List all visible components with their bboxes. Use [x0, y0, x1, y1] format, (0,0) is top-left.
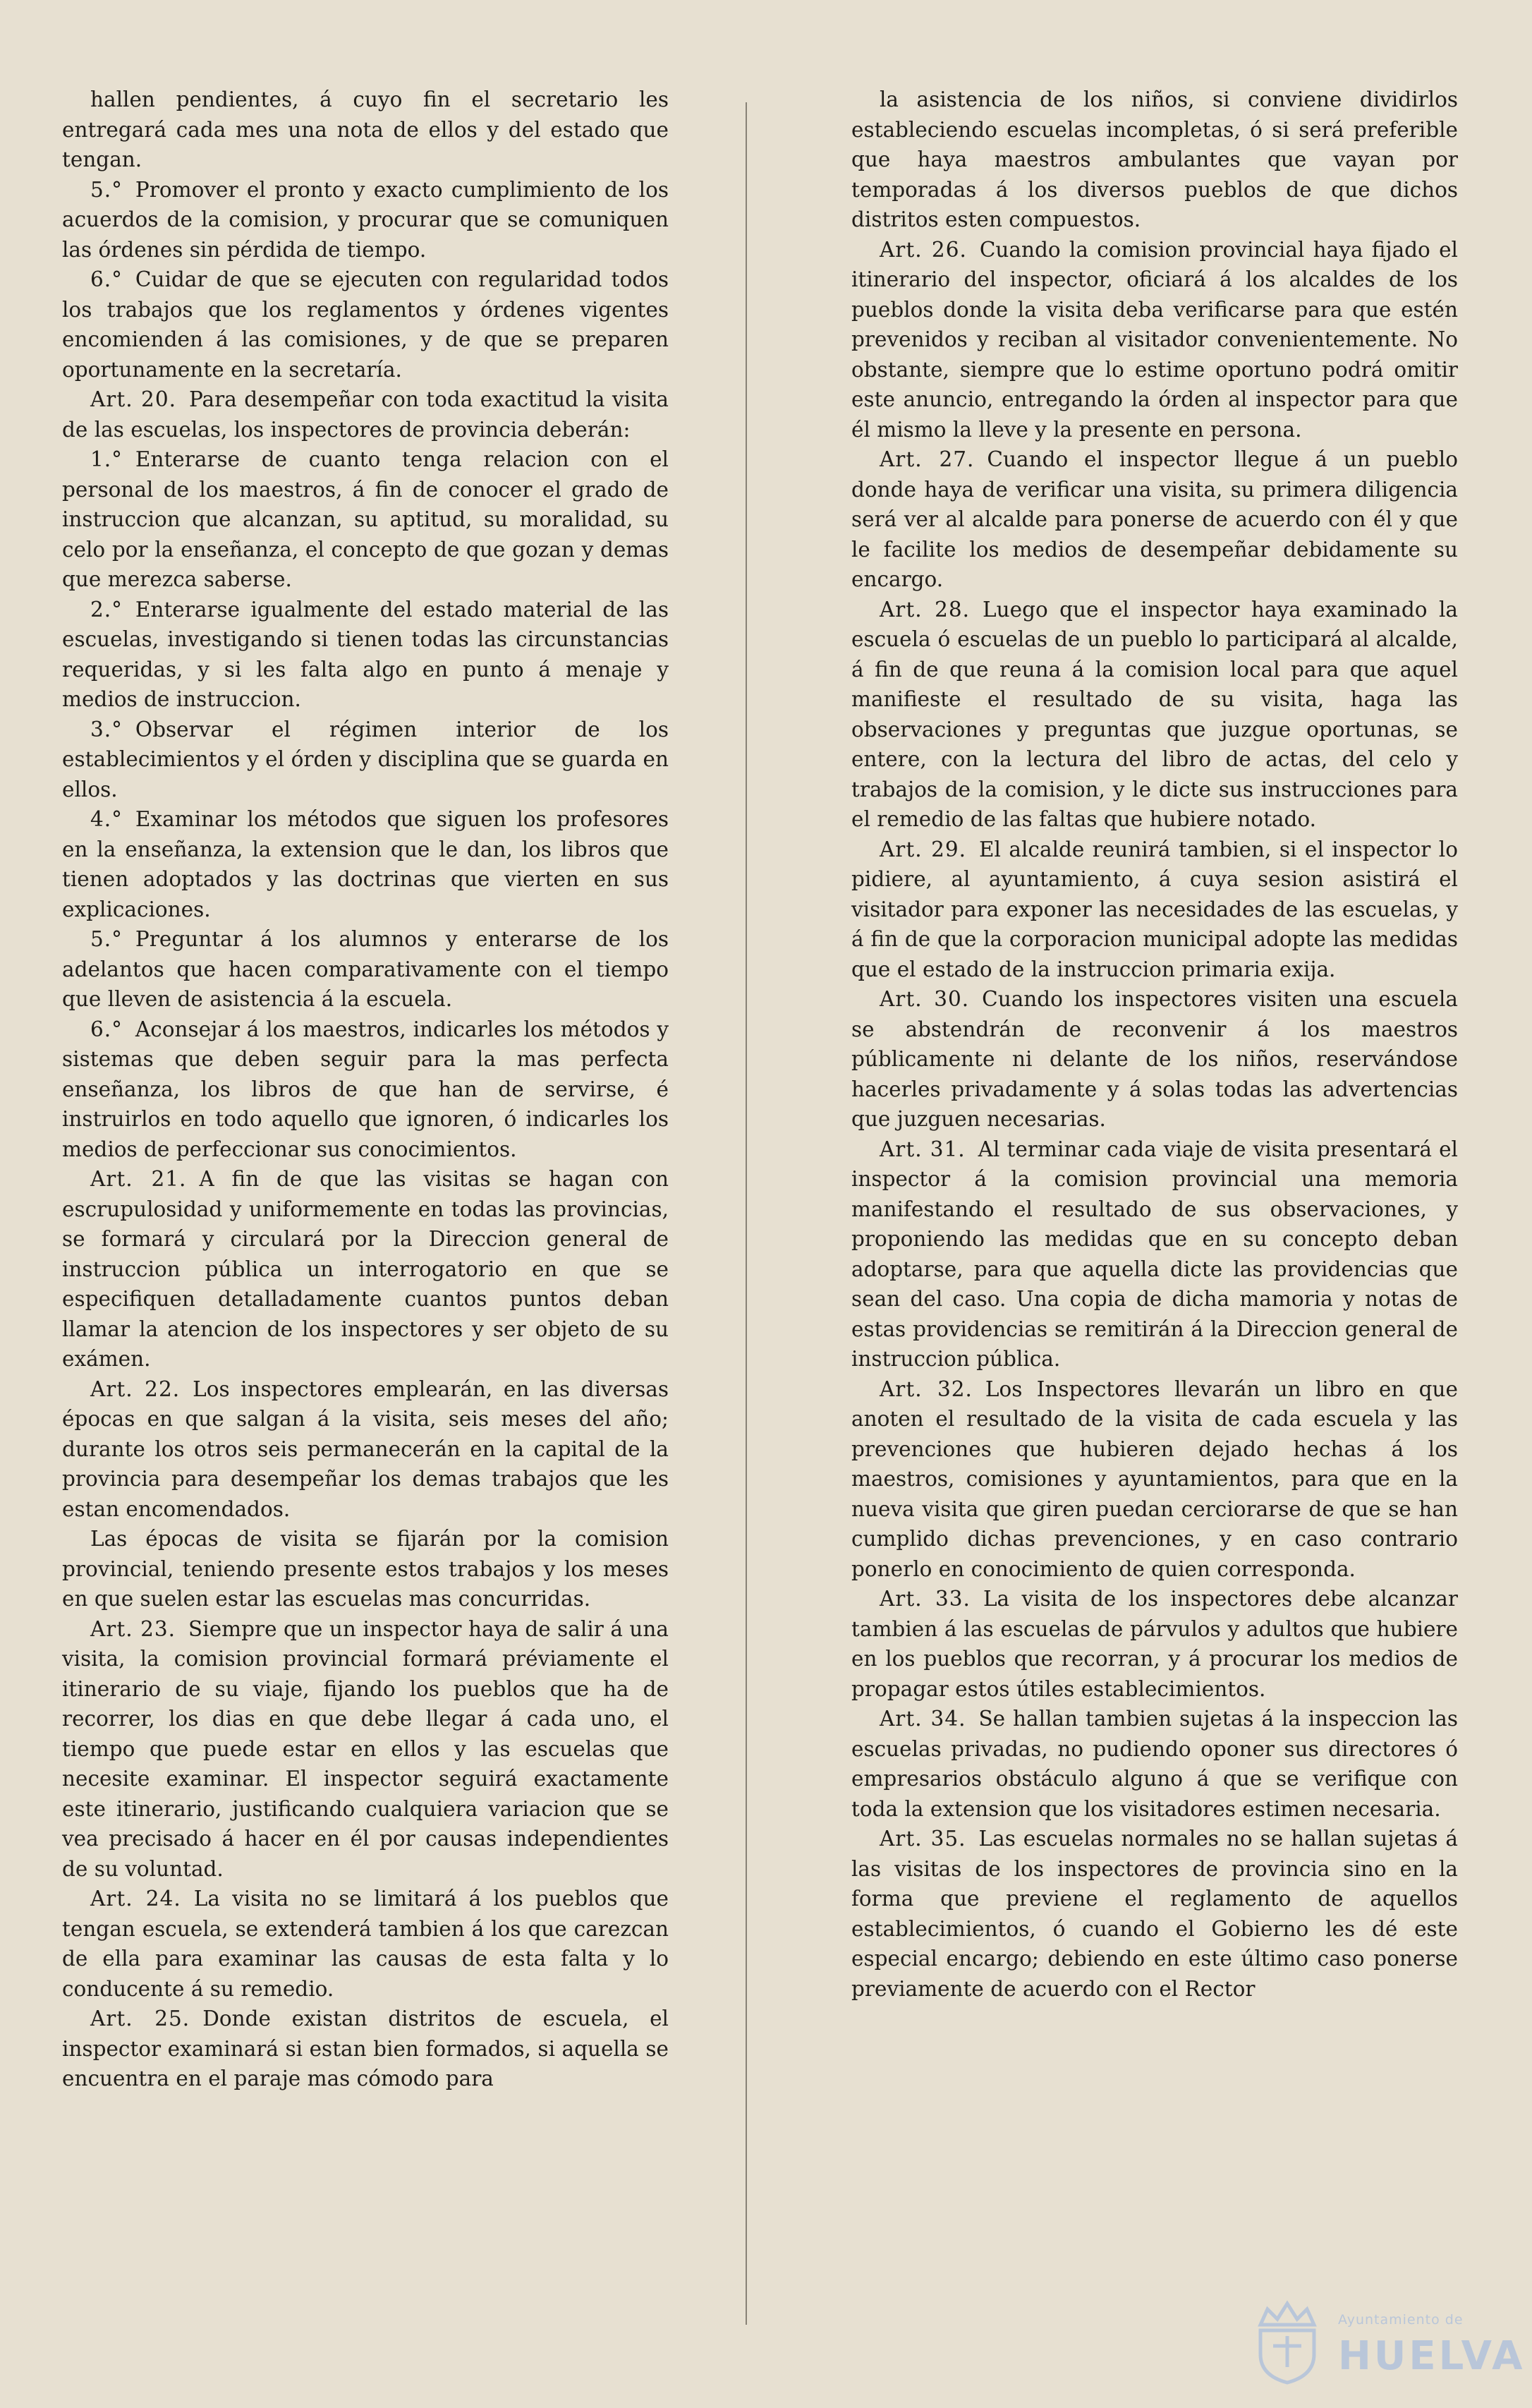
paragraph [851, 1374, 1458, 1585]
paragraph-text: Enterarse igualmente del estado material de las escuelas, investigando si tienen todas las circunstancias requeridas, y si les falta algo en punto á menaje y medios de instruccion. [62, 597, 669, 711]
paragraph-text: hallen pendientes, á cuyo fin el secretario les entregará cada mes una nota de ellos y del estado que tengan. [62, 87, 669, 171]
paragraph [62, 385, 669, 444]
crown-shield-icon [1245, 2297, 1330, 2385]
article-label: Art. 24. [90, 1887, 181, 1911]
paragraph [851, 444, 1458, 595]
paragraph [62, 1884, 669, 2004]
paragraph-text: Siempre que un inspector haya de salir á una visita, la comision provincial formará préviamente el itinerario de su viaje, fijando los pueblos que ha de recorrer, los dias en que debe llegar á cada uno, el tiempo que puede estar en ellos y las escuelas que necesite examinar. El inspector seguirá exactamente este itinerario, justificando cualquiera variacion que se vea precisado á hacer en él por causas independientes de su voluntad. [62, 1616, 669, 1881]
paragraph-text: Aconsejar á los maestros, indicarles los métodos y sistemas que deben seguir para la mas perfecta enseñanza, los libros de que han de servirse, é instruirlos en todo aquello que ignoren, ó indicarles los medios de perfeccionar sus conocimientos. [62, 1017, 669, 1161]
article-label: Art. 21. [90, 1167, 187, 1191]
article-label: Art. 27. [880, 447, 975, 471]
paragraph-text: El alcalde reunirá tambien, si el inspector lo pidiere, al ayuntamiento, á cuya sesion asistirá el visitador para exponer las necesidades de las escuelas, y á fin de que la corporacion municipal adopte las medidas que el estado de la instruccion primaria exija. [851, 837, 1458, 981]
paragraph-text: Observar el régimen interior de los establecimientos y el órden y disciplina que se guarda en ellos. [62, 717, 669, 801]
paragraph [62, 804, 669, 924]
paragraph [851, 235, 1458, 445]
article-label: Art. 26. [880, 237, 967, 262]
paragraph-text: Cuando los inspectores visiten una escuela se abstendrán de reconvenir á los maestros públicamente ni delante de los niños, reservándose hacerles privadamente y á solas todas las advertencias que juzguen necesarias. [851, 987, 1458, 1131]
paragraph [62, 265, 669, 385]
paragraph-text: Los inspectores emplearán, en las diversas épocas en que salgan á la visita, seis meses del año; durante los otros seis permanecerán en la capital de la provincia para desempeñar los demas trabajos que les estan encomendados. [62, 1377, 669, 1521]
watermark-name: HUELVA [1338, 2333, 1526, 2379]
article-label: Art. 31. [880, 1137, 966, 1161]
right-column [851, 85, 1458, 2004]
paragraph [62, 1524, 669, 1614]
paragraph [851, 1135, 1458, 1374]
article-label: 5.° [90, 927, 123, 951]
paragraph [62, 175, 669, 265]
column-divider [746, 102, 747, 2325]
paragraph-text: Las épocas de visita se fijarán por la comision provincial, teniendo presente estos trabajos y los meses en que suelen estar las escuelas mas concurridas. [62, 1527, 669, 1611]
paragraph-text: Los Inspectores llevarán un libro en que anoten el resultado de la visita de cada escuela y las prevenciones que hubieren dejado hechas á los maestros, comisiones y ayuntamientos, para que en la nueva visita que giren puedan cerciorarse de que se han cumplido dichas prevenciones, y en caso contrario ponerlo en conocimiento de quien corresponda. [851, 1377, 1459, 1581]
paragraph [62, 715, 669, 805]
paragraph [851, 984, 1458, 1135]
paragraph [62, 1015, 669, 1165]
watermark-caption: Ayuntamiento de [1338, 2312, 1464, 2328]
article-label: Art. 28. [880, 597, 971, 622]
paragraph [851, 835, 1458, 985]
paragraph-text: Preguntar á los alumnos y enterarse de los adelantos que hacen comparativamente con el tiempo que lleven de asistencia á la escuela. [62, 927, 669, 1011]
paragraph [62, 444, 669, 595]
paragraph-text: Para desempeñar con toda exactitud la visita de las escuelas, los inspectores de provincia deberán: [62, 387, 669, 442]
article-label: Art. 29. [880, 837, 966, 861]
paragraph-text: Examinar los métodos que siguen los profesores en la enseñanza, la extension que le dan, los libros que tienen adoptados y las doctrinas que vierten en sus explicaciones. [62, 807, 669, 921]
article-label: Art. 35. [880, 1827, 966, 1851]
paragraph [851, 1704, 1458, 1824]
paragraph-text: Cuidar de que se ejecuten con regularidad todos los trabajos que los reglamentos y órdenes vigentes encomienden á las comisiones, y de que se preparen oportunamente en la secretaría. [62, 267, 669, 382]
paragraph-text: Luego que el inspector haya examinado la escuela ó escuelas de un pueblo lo participará al alcalde, á fin de que reuna á la comision local para que aquel manifieste el resultado de su visita, haga las observaciones y preguntas que juzgue oportunas, se entere, con la lectura del libro de actas, del celo y trabajos de la comision, y le dicte sus instrucciones para el remedio de las faltas que hubiere notado. [851, 597, 1458, 831]
article-label: 6.° [90, 267, 123, 291]
article-label: 1.° [90, 447, 123, 471]
paragraph [851, 85, 1458, 235]
paragraph-text: Promover el pronto y exacto cumplimiento de los acuerdos de la comision, y procurar que se comuniquen las órdenes sin pérdida de tiempo. [62, 177, 669, 262]
paragraph-text: La visita no se limitará á los pueblos que tengan escuela, se extenderá tambien á los que carezcan de ella para examinar las causas de esta falta y lo conducente á su remedio. [62, 1887, 669, 2001]
article-label: Art. 32. [880, 1377, 973, 1401]
article-label: 3.° [90, 717, 123, 742]
paragraph [62, 924, 669, 1015]
article-label: Art. 34. [880, 1707, 966, 1731]
paragraph-text: la asistencia de los niños, si conviene dividirlos estableciendo escuelas incompletas, ó si será preferible que haya maestros ambulantes que vayan por temporadas á los diversos pueblos de que dichos distritos esten compuestos. [851, 87, 1458, 231]
paragraph [62, 2004, 669, 2094]
paragraph [851, 595, 1458, 835]
paragraph-text: Al terminar cada viaje de visita presentará el inspector á la comision provincial una memoria manifestando el resultado de sus observaciones, y proponiendo las medidas que en su concepto deban adoptarse, para que aquella dicte las providencias que sean del caso. Una copia de dicha mamoria y notas de estas providencias se remitirán á la Direccion general de instruccion pública. [851, 1137, 1458, 1371]
paragraph-text: A fin de que las visitas se hagan con escrupulosidad y uniformemente en todas las provincias, se formará y circulará por la Direccion general de instruccion pública un interrogatorio en que se especifiquen detalladamente cuantos puntos deban llamar la atencion de los inspectores y ser objeto de su exámen. [62, 1167, 669, 1371]
paragraph-text: Se hallan tambien sujetas á la inspeccion las escuelas privadas, no pudiendo oponer sus directores ó empresarios obstáculo alguno á que se verifique con toda la extension que los visitadores estimen necesaria. [851, 1707, 1458, 1821]
paragraph-text: Las escuelas normales no se hallan sujetas á las visitas de los inspectores de provincia sino en la forma que previene el reglamento de aquellos establecimientos, ó cuando el Gobierno les dé este especial encargo; debiendo en este último caso ponerse previamente de acuerdo con el Rector [851, 1827, 1458, 2001]
article-label: Art. 25. [90, 2007, 190, 2031]
paragraph-text: Donde existan distritos de escuela, el inspector examinará si estan bien formados, si aquella se encuentra en el paraje mas cómodo para [62, 2007, 669, 2091]
paragraph [62, 595, 669, 715]
paragraph [62, 1164, 669, 1374]
article-label: Art. 33. [880, 1587, 971, 1611]
paragraph-text: Cuando el inspector llegue á un pueblo donde haya de verificar una visita, su primera diligencia será ver al alcalde para ponerse de acuerdo con él y que le facilite los medios de desempeñar debidamente su encargo. [851, 447, 1458, 591]
article-label: 6.° [90, 1017, 123, 1041]
paragraph [62, 1614, 669, 1884]
paragraph-text: Cuando la comision provincial haya fijado el itinerario del inspector, oficiará á los alcaldes de los pueblos donde la visita deba verificarse para que estén prevenidos y reciban al visitador convenientemente. No obstante, siempre que lo estime oportuno podrá omitir este anuncio, entregando la órden al inspector para que él mismo la lleve y la presente en persona. [851, 237, 1458, 442]
paragraph [62, 85, 669, 175]
article-label: 5.° [90, 177, 123, 202]
paragraph-text: La visita de los inspectores debe alcanzar tambien á las escuelas de párvulos y adultos que hubiere en los pueblos que recorran, y á procurar los medios de propagar estos útiles establecimientos. [851, 1587, 1458, 1701]
paragraph [62, 1374, 669, 1525]
article-label: Art. 20. [90, 387, 176, 411]
left-column [62, 85, 669, 2094]
article-label: 2.° [90, 597, 123, 622]
paragraph [851, 1584, 1458, 1704]
article-label: Art. 30. [880, 987, 970, 1011]
archive-watermark [1245, 2297, 1526, 2392]
article-label: 4.° [90, 807, 123, 831]
article-label: Art. 23. [90, 1616, 176, 1641]
article-label: Art. 22. [90, 1377, 181, 1401]
paragraph [851, 1824, 1458, 2004]
paragraph-text: Enterarse de cuanto tenga relacion con el personal de los maestros, á fin de conocer el grado de instruccion que alcanzan, su aptitud, su moralidad, su celo por la enseñanza, el concepto de que gozan y demas que merezca saberse. [62, 447, 669, 591]
